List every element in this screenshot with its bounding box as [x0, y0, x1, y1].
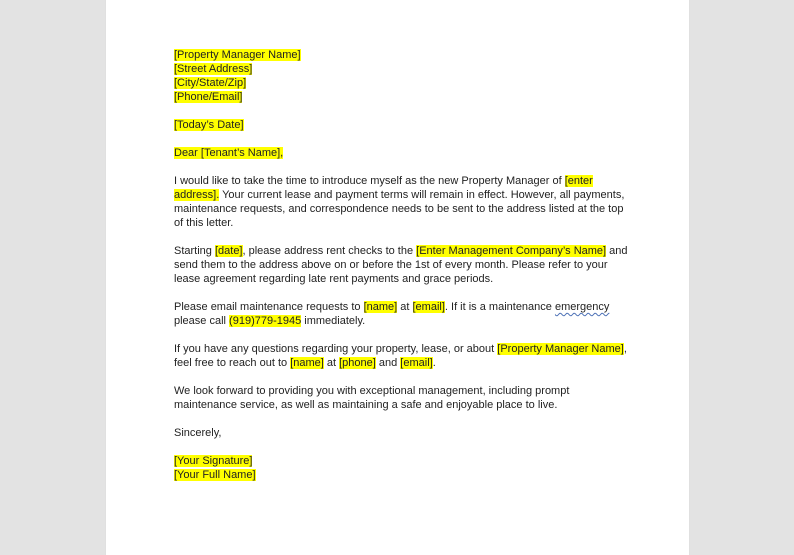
placeholder-property-manager-name: [Property Manager Name] [497, 343, 624, 355]
signature-placeholder: [Your Signature] [174, 455, 253, 467]
salutation-line [174, 146, 634, 160]
text: and send them to the address above on or before the 1st of every month. Please refer to your lease agreement regarding late rent payments and grace periods. [174, 245, 628, 285]
text: please call [174, 315, 230, 327]
salutation: Dear [Tenant’s Name], [174, 147, 284, 159]
text: and [375, 357, 401, 369]
text: at [323, 357, 340, 369]
paragraph-questions [174, 342, 634, 370]
placeholder-email: [email] [400, 357, 433, 369]
placeholder-name: [name] [290, 357, 324, 369]
paragraph-maintenance [174, 300, 634, 328]
text: Your current lease and payment terms will remain in effect. However, all payments, maintenance requests, and correspondence needs to be sent to the address listed at the top of this letter. [174, 189, 625, 229]
placeholder-company-name: [Enter Management Company’s Name] [416, 245, 607, 257]
grammar-flagged-word[interactable]: emergency [554, 301, 610, 313]
text: Please email maintenance requests to [174, 301, 364, 313]
letter-date: [Today’s Date] [174, 119, 244, 131]
placeholder-phone: [phone] [339, 357, 376, 369]
paragraph-closing-remarks: We look forward to providing you with exceptional management, including prompt maintenance service, as well as maintaining a safe and enjoyable place to live. [174, 385, 570, 411]
placeholder-email: [email] [412, 301, 445, 313]
sender-name: [Property Manager Name] [174, 49, 301, 61]
placeholder-phone-number: (919)779-1945 [229, 315, 302, 327]
placeholder-address: [enter address]. [174, 175, 593, 201]
paragraph-introduction [174, 174, 634, 230]
letter-body[interactable] [174, 48, 634, 482]
paragraph-payments [174, 244, 634, 286]
text: . If it is a maintenance [444, 301, 555, 313]
sender-phone-email: [Phone/Email] [174, 91, 243, 103]
text: at [397, 301, 413, 313]
text: I would like to take the time to introduce myself as the new Property Manager of [174, 175, 565, 187]
full-name-placeholder: [Your Full Name] [174, 469, 256, 481]
document-page [106, 0, 689, 555]
date-line [174, 118, 634, 132]
text: If you have any questions regarding your property, lease, or about [174, 343, 498, 355]
sender-street: [Street Address] [174, 63, 253, 75]
sender-block [174, 48, 634, 104]
text: Starting [174, 245, 215, 257]
placeholder-name: [name] [363, 301, 398, 313]
text: , please address rent checks to the [242, 245, 417, 257]
closing-line: Sincerely, [174, 427, 222, 439]
signature-block [174, 454, 634, 482]
sender-city-state-zip: [City/State/Zip] [174, 77, 247, 89]
text: . [432, 357, 436, 369]
placeholder-date: [date] [214, 245, 243, 257]
text: immediately. [301, 315, 366, 327]
text: , feel free to reach out to [174, 343, 627, 369]
